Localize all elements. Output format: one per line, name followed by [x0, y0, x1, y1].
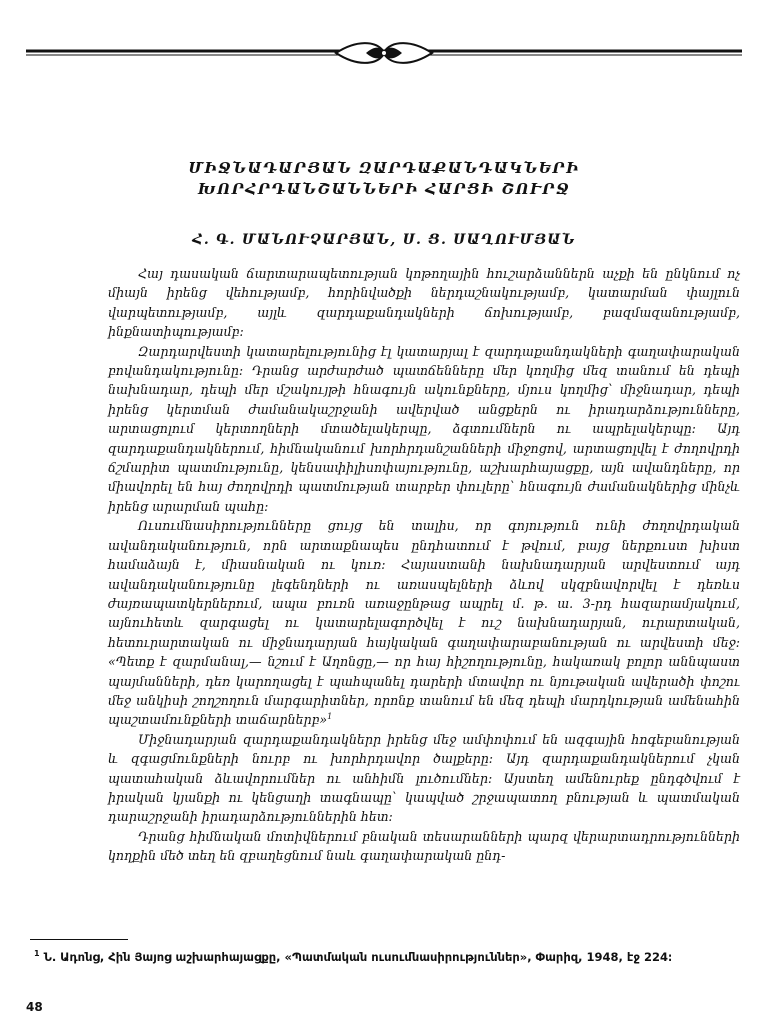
page-number: 48 [26, 1000, 43, 1014]
footnote-text: Ն. Ադոնց, Հին Յայոց աշխարհայացքը, «Պատմական ուսումնասիրություններ», Փարիզ, 1948, էջ 224։ [43, 950, 673, 964]
paragraph-5: Դրանց հիմնական մոտիվներում բնական տեսարանների պարզ վերարտադրությունների կողքին մեծ տեղ են զբաղեցնում նաև գաղափարական ընդ- [108, 828, 740, 864]
title-line-1: ՄԻՋՆԱԴԱՐՅԱՆ ԶԱՐԴԱՔԱՆԴԱԿՆԵՐԻ [188, 159, 580, 177]
paragraph-3-text: Ուսումնասիրությունները ցույց են տալիս, որ գոյություն ունի ժողովրդական ավանդականություն, որն արտաքնապես ընդհատում է թվում, բայց ներքուստ խիստ համաձայն է, միասնական ու կուռ։ Հայաստանի նախնադարյան արվեստում այդ ավանդականությունը լեգենդների ու առասպելների ձևով սկզբնավորվել է դեռևս ժայռապատկերներում, ապա բուռն առաջընթաց ապրել մ. թ. ա. 3-րդ հազարամյակում, այնուհետև զարգացել ու կատարելագործվել է ուշ նախնադարյան, ուրարտական, հետուրարտական ու միջնադարյան հայկական գաղափարաբանության ու արվեստի մեջ։ «Պետք է զարմանալ,— նշում է Աղոնցը,— որ հայ հիշողությունը, հակառակ բոլոր աննպաստ պայմանների, դեռ կարողացել է պահպանել դարերի մտավոր ու նյութական ավերածի փոշու մեջ անկիսի շողշողուն մարգարիտներ, որոնք տանում են մեզ դեպի մարդկության ամենահին պաշտամունքների տաճարներբ» [108, 518, 740, 728]
paragraph-3 [108, 516, 740, 729]
article-authors: Հ. Գ. ՄԱՆՈՒՉԱՐՅԱՆ, Ս. Ց. ՍԱՂՈՒՄՅԱՆ [192, 232, 576, 248]
paragraph-4: Միջնադարյան զարդաքանդակներր իրենց մեջ ամփոփում են ազգային հոգեբանության և զգացմունքների նուրբ ու խորհրդավոր ծալքերը։ Այդ զարդաքանդակներում չկան պատահական ձևավորումներ ու անհիմն լուծումներ։ Այստեղ ամենուրեք ընդգծվում է իրական կյանքի ու կենցաղի տագնապը՝ կապված շրջապատող բնության և պատմական դարաշրջանի իրադարձություններին հետ։ [108, 731, 740, 825]
footnote [34, 948, 742, 967]
footnote-number: 1 [34, 949, 40, 959]
footnote-reference: 1 [327, 712, 333, 722]
article-body [108, 264, 740, 866]
article-title [0, 158, 768, 200]
ornament-rule-icon [26, 38, 742, 68]
paragraph-1: Հայ դասական ճարտարապետության կոթողային հուշարձաններն աչքի են ընկնում ոչ միայն իրենց վեհությամբ, հորինվածքի ներդաշնակությամբ, կատարման փայլուն վարպետությամբ, այլև զարդաքանդակների ճոխությամբ, բազմազանությամբ, ինքնատիպությամբ։ [108, 266, 740, 340]
footnote-divider [30, 939, 128, 940]
paragraph-2: Զարդարվեստի կատարելությունից էլ կատարյալ է զարդաքանդակների գաղափարական բովանդակությունը։ Դրանց արժարժած պատճենները մեր կողմից մեզ տանում են դեպի նախնադար, դեպի մեր մշակույթի հնագույն ակունքները, մյուս կողմից՝ միջնադար, դեպի իրենց կերտման ժամանակաշրջանի ավերված անցքերն ու իրադարձությունները, արտացոլում կերտողների մտածելակերպը, ձգտումներն ու ապրելակերպը։ Այդ զարդաքանդակներում, հիմնականում խորհրդանշանների միջոցով, արտացոլվել է ժողովրդի ճշմարիտ պատմությունը, կենսափիլիսոփայությունը, աշխարհայացքը, այն ավանդները, որ միավորել են հայ ժողովրդի պատմության տարբեր փուլերը՝ հնագույն ժամանակներից մինչև իրենց արարման պահը։ [108, 343, 740, 514]
title-line-2: ԽՈՐՀՐԴԱՆՇԱՆՆԵՐԻ ՀԱՐՑԻ ՇՈՒՐՋ [197, 180, 571, 198]
